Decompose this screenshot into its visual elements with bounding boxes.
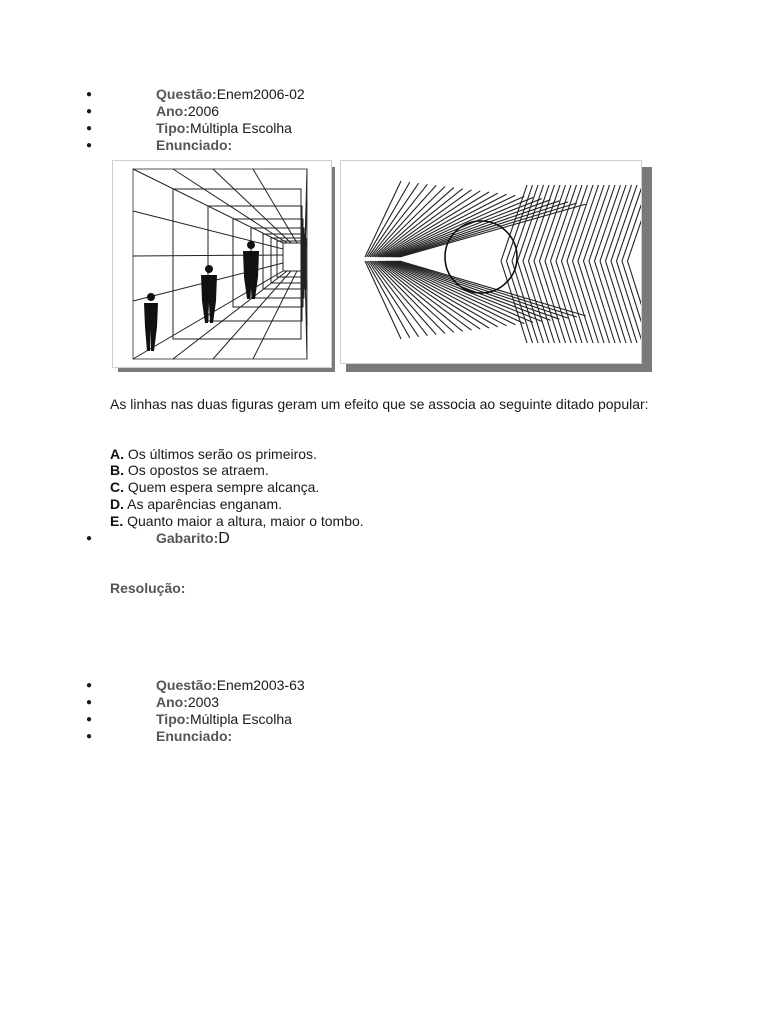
tipo-value: Múltipla Escolha bbox=[189, 711, 292, 727]
questao-label: Questão: bbox=[156, 677, 217, 693]
option-text: Os últimos serão os primeiros. bbox=[127, 446, 317, 462]
option-letter: E. bbox=[110, 513, 124, 529]
questao-value: Enem2003-63 bbox=[216, 677, 305, 693]
resolucao-label: Resolução: bbox=[110, 580, 186, 596]
option-letter: A. bbox=[110, 446, 124, 462]
circle-line-illusion-figure bbox=[340, 160, 642, 364]
ano-label: Ano: bbox=[156, 103, 188, 119]
tipo-label: Tipo: bbox=[156, 711, 190, 727]
option-c bbox=[110, 479, 319, 496]
option-text: Os opostos se atraem. bbox=[127, 462, 269, 478]
option-text: Quem espera sempre alcança. bbox=[127, 479, 320, 495]
tipo-label: Tipo: bbox=[156, 120, 190, 136]
gabarito-label: Gabarito: bbox=[156, 530, 219, 546]
bullet: ● bbox=[86, 533, 93, 544]
question-statement: As linhas nas duas figuras geram um efeito que se associa ao seguinte ditado popular: bbox=[110, 396, 649, 412]
questao-value: Enem2006-02 bbox=[216, 86, 305, 102]
enunciado-label: Enunciado: bbox=[156, 728, 233, 744]
tipo-value: Múltipla Escolha bbox=[189, 120, 292, 136]
bullet: ● bbox=[86, 697, 93, 708]
option-e bbox=[110, 513, 364, 530]
option-text: Quanto maior a altura, maior o tombo. bbox=[127, 513, 364, 529]
bullet: ● bbox=[86, 714, 93, 725]
option-letter: D. bbox=[110, 496, 124, 512]
ano-label: Ano: bbox=[156, 694, 188, 710]
bullet: ● bbox=[86, 680, 93, 691]
corridor-illusion-image bbox=[113, 161, 331, 367]
option-d bbox=[110, 496, 282, 513]
gabarito-value: D bbox=[218, 530, 230, 547]
bullet: ● bbox=[86, 89, 93, 100]
ano-value: 2003 bbox=[187, 694, 220, 710]
enunciado-label: Enunciado: bbox=[156, 137, 233, 153]
bullet: ● bbox=[86, 106, 93, 117]
option-letter: B. bbox=[110, 462, 124, 478]
person-figure-small bbox=[144, 293, 158, 351]
bullet: ● bbox=[86, 123, 93, 134]
option-letter: C. bbox=[110, 479, 124, 495]
option-text: As aparências enganam. bbox=[127, 496, 282, 512]
corridor-illusion-figure bbox=[112, 160, 332, 368]
circle-line-illusion-image bbox=[341, 161, 641, 363]
option-a bbox=[110, 446, 317, 463]
bullet: ● bbox=[86, 731, 93, 742]
ano-value: 2006 bbox=[187, 103, 220, 119]
option-b bbox=[110, 462, 269, 479]
bullet: ● bbox=[86, 140, 93, 151]
questao-label: Questão: bbox=[156, 86, 217, 102]
